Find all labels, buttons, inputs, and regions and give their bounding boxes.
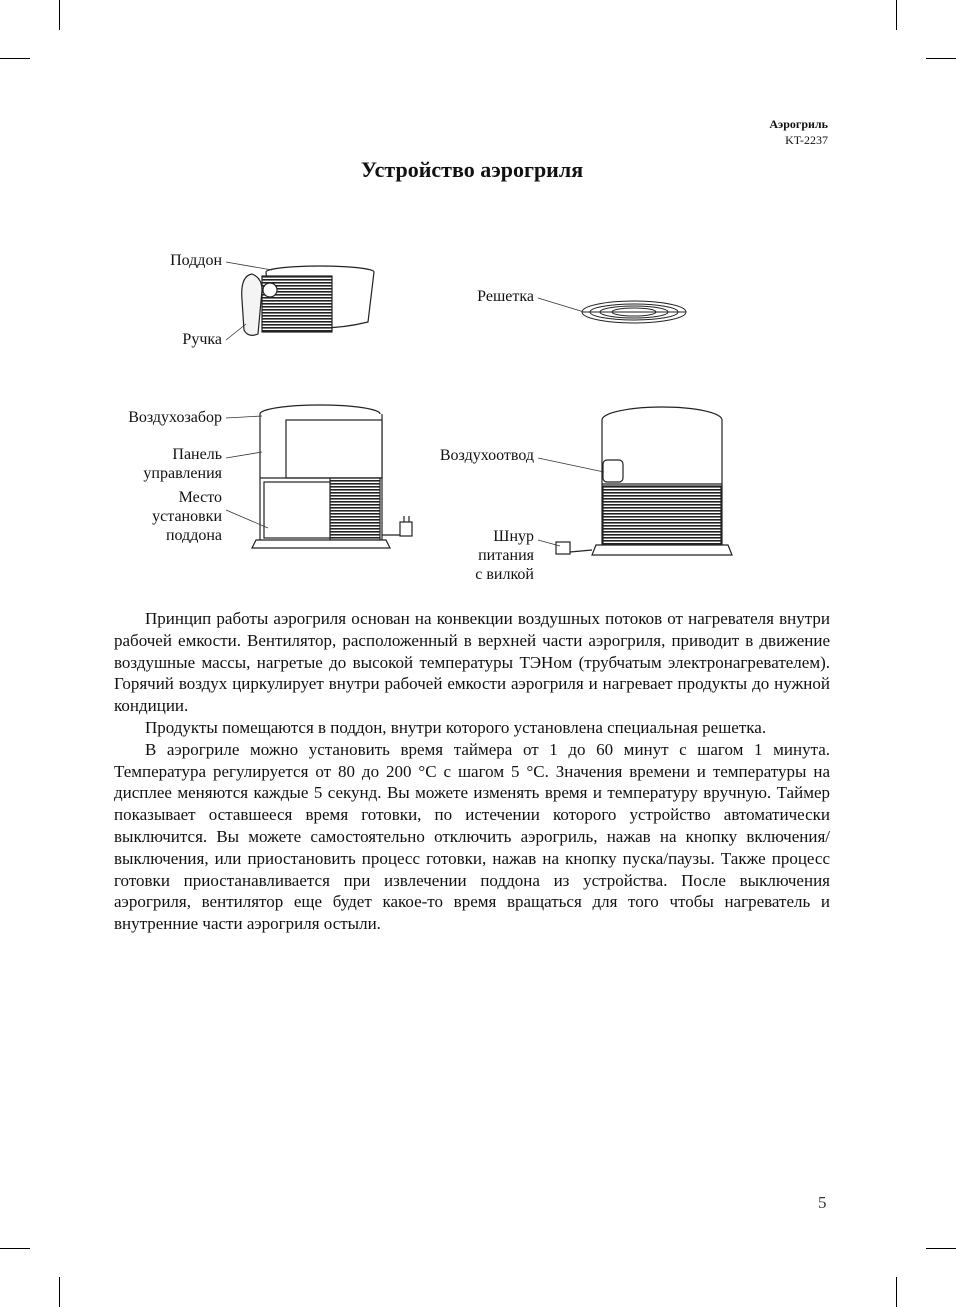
header-model: KT-2237 — [785, 133, 828, 147]
airfryer-back-illustration — [556, 407, 732, 555]
body-text — [114, 608, 830, 935]
label-air-outlet: Воздухоотвод — [439, 447, 534, 464]
label-control-panel-line2: управления — [143, 465, 222, 482]
header-brand: Аэрогриль — [769, 117, 828, 131]
label-tray: Поддон — [170, 252, 222, 269]
label-cord-line1: Шнур — [493, 528, 534, 545]
tray-illustration — [242, 266, 374, 335]
label-tray-place-line2: установки — [152, 508, 222, 525]
paragraph-2: Продукты помещаются в поддон, внутри которого установлена специальная решетка. — [145, 717, 767, 737]
label-control-panel-line1: Панель — [172, 446, 222, 463]
label-control-panel — [143, 445, 222, 483]
crop-mark — [0, 1248, 30, 1249]
crop-mark — [896, 1277, 897, 1307]
label-cord-line3: с вилкой — [475, 566, 534, 583]
page-title: Устройство аэрогриля — [360, 157, 584, 182]
label-cord — [475, 527, 534, 584]
crop-mark — [926, 1248, 956, 1249]
grid-illustration — [582, 301, 686, 323]
crop-mark — [59, 1277, 60, 1307]
page-number: 5 — [818, 1193, 827, 1212]
paragraph-3: В аэрогриле можно установить время таймера от 1 до 60 минут с шагом 1 минута. Температура регулируется от 80 до 200 °С с шагом 5 °С. Значения времени и температуры на дисплее меняются каждые 5 секунд. Вы можете изменять время и температуру вручную. Таймер показывает оставшееся время готовки, по истечении которого устройство автоматически выключится. Вы можете самостоятельно отключить аэрогриль, нажав на кнопку включения/выключения, или приостановить процесс готовки, нажав на кнопку пуска/паузы. Также процесс готовки приостанавливается при извлечении поддона из устройства. После выключения аэрогриля, вентилятор еще будет какое-то время вращаться для того чтобы нагреватель и внутренние части аэрогриля остыли. — [114, 739, 830, 934]
airfryer-front-illustration — [252, 405, 412, 548]
label-tray-place-line3: поддона — [165, 527, 222, 544]
label-tray-place — [152, 488, 222, 545]
label-air-intake: Воздухозабор — [128, 409, 222, 426]
label-tray-place-line1: Место — [178, 489, 222, 506]
paragraph-1: Принцип работы аэрогриля основан на конвекции воздушных потоков от нагревателя внутри рабочей емкости. Вентилятор, расположенный в верхней части аэрогриля, приводит в движение воздушные массы, нагретые до высокой температуры ТЭНом (трубчатым электронагревателем). Горячий воздух циркулирует внутри рабочей емкости аэрогриля и нагревает продукты до нужной кондиции. — [114, 609, 830, 716]
label-grid: Решетка — [477, 288, 534, 305]
label-cord-line2: питания — [478, 547, 534, 564]
label-handle: Ручка — [182, 331, 222, 348]
